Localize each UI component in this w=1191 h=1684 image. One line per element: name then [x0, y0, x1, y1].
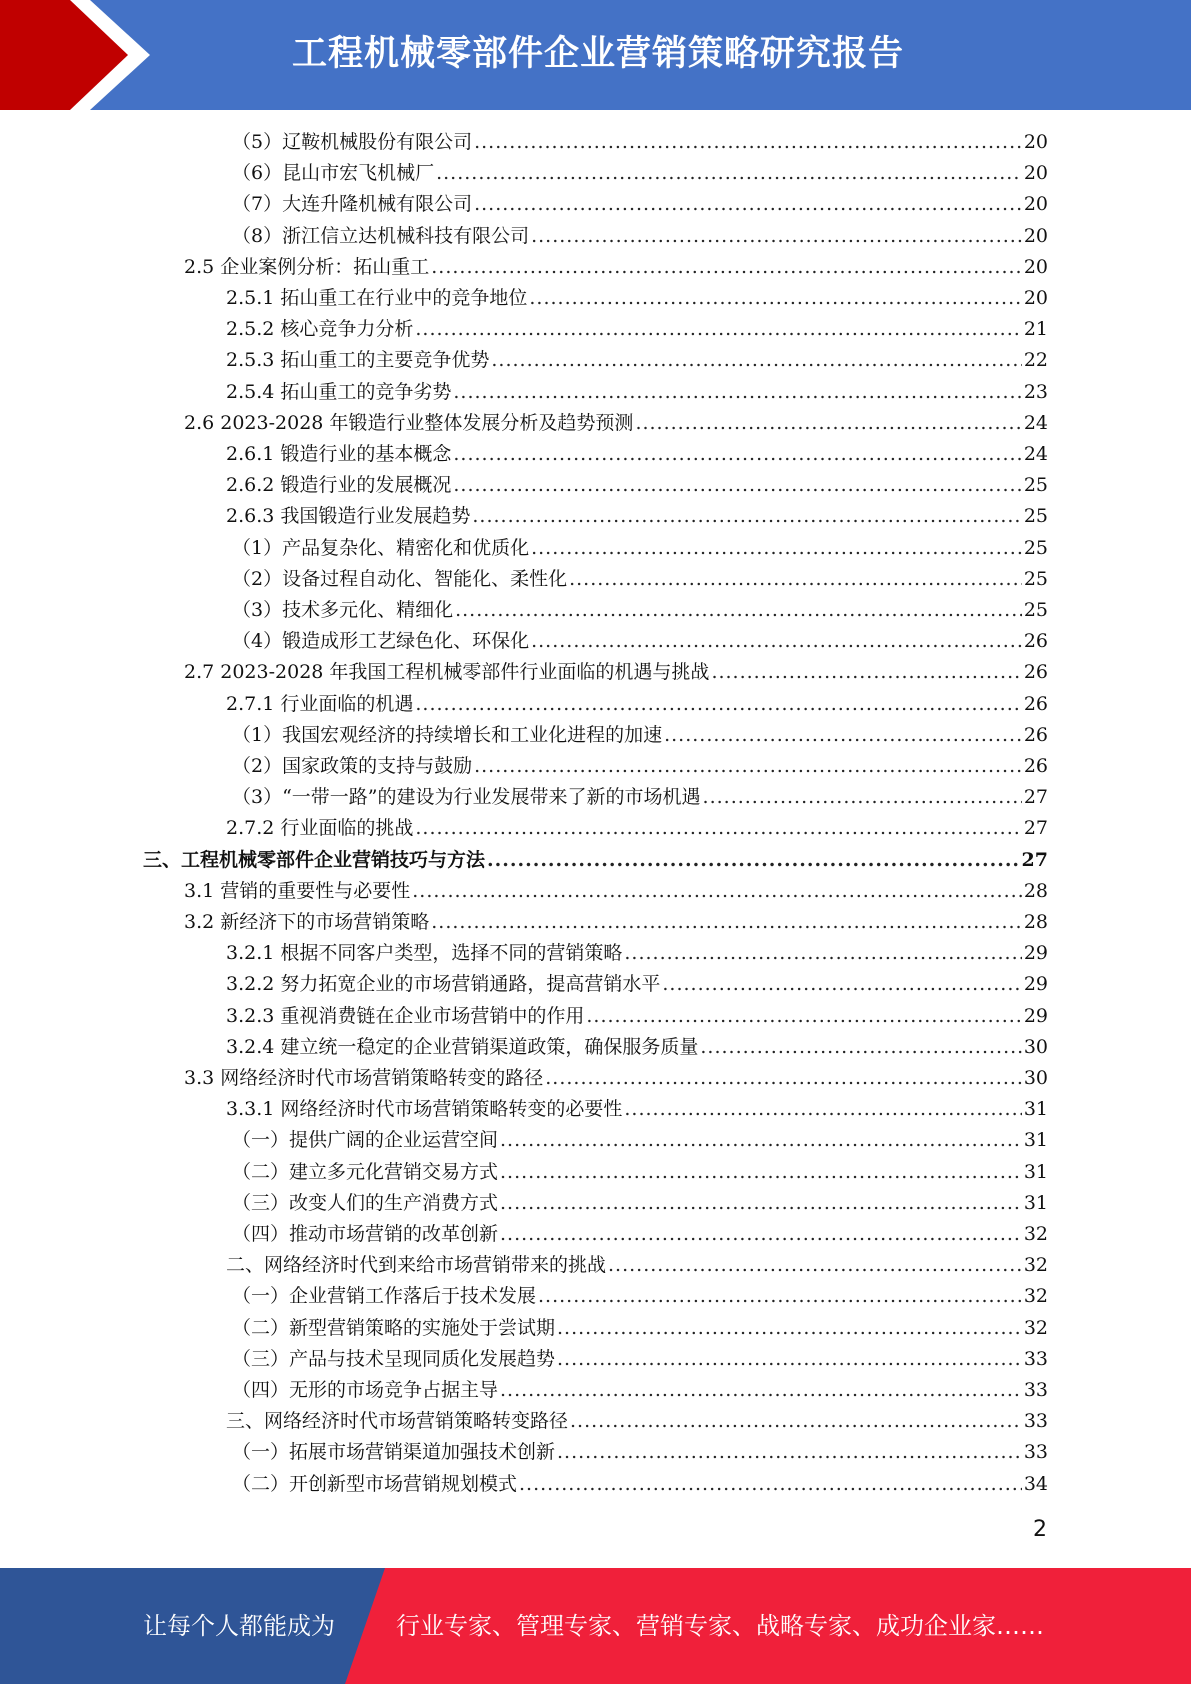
toc-entry[interactable]: [232, 595, 1048, 626]
toc-leader-dots: [711, 657, 1021, 688]
toc-leader-dots: [662, 969, 1021, 1000]
toc-leader-dots: [531, 626, 1022, 657]
toc-entry-page: 30: [1023, 1067, 1048, 1089]
toc-entry-page: 31: [1023, 1098, 1048, 1120]
toc-entry[interactable]: [232, 782, 1048, 813]
toc-entry[interactable]: [184, 876, 1048, 907]
toc-entry-title: （三）产品与技术呈现同质化发展趋势: [232, 1348, 556, 1370]
toc-entry-page: 33: [1023, 1441, 1048, 1463]
toc-entry-title: （1）产品复杂化、精密化和优质化: [232, 537, 530, 559]
page-number: 2: [1033, 1517, 1047, 1542]
toc-entry-page: 27: [1021, 849, 1048, 871]
toc-leader-dots: [700, 1032, 1021, 1063]
toc-entry-page: 25: [1023, 474, 1048, 496]
toc-entry[interactable]: [226, 1001, 1048, 1032]
toc-entry[interactable]: [232, 720, 1048, 751]
toc-entry-page: 32: [1023, 1317, 1048, 1339]
toc-entry-page: 20: [1023, 131, 1048, 153]
toc-entry-page: 33: [1023, 1410, 1048, 1432]
toc-entry[interactable]: [226, 1094, 1048, 1125]
toc-leader-dots: [531, 533, 1022, 564]
toc-entry[interactable]: [232, 1344, 1048, 1375]
toc-entry-title: 3.1 营销的重要性与必要性: [184, 880, 411, 902]
toc-entry-page: 26: [1023, 755, 1048, 777]
toc-entry-title: （7）大连升隆机械有限公司: [232, 193, 473, 215]
toc-entry-title: （一）提供广阔的企业运营空间: [232, 1129, 499, 1151]
toc-entry[interactable]: [226, 969, 1048, 1000]
toc-entry[interactable]: [226, 938, 1048, 969]
toc-entry-title: （四）无形的市场竞争占据主导: [232, 1379, 499, 1401]
toc-entry-page: 21: [1023, 318, 1048, 340]
toc-leader-dots: [557, 1313, 1022, 1344]
toc-entry-page: 25: [1023, 537, 1048, 559]
toc-leader-dots: [472, 501, 1021, 532]
toc-leader-dots: [453, 377, 1021, 408]
footer-slogan-right: 行业专家、管理专家、营销专家、战略专家、成功企业家……: [396, 1612, 1044, 1640]
toc-entry-page: 25: [1023, 568, 1048, 590]
toc-entry-title: 2.6.3 我国锻造行业发展趋势: [226, 505, 471, 527]
toc-entry[interactable]: [232, 1375, 1048, 1406]
toc-leader-dots: [455, 595, 1022, 626]
toc-entry-title: （3）技术多元化、精细化: [232, 599, 454, 621]
toc-entry-page: 20: [1023, 162, 1048, 184]
toc-entry[interactable]: [232, 221, 1048, 252]
toc-entry-page: 20: [1023, 225, 1048, 247]
toc-leader-dots: [529, 283, 1021, 314]
toc-entry[interactable]: [226, 283, 1048, 314]
toc-leader-dots: [569, 564, 1022, 595]
toc-entry[interactable]: [232, 1219, 1048, 1250]
toc-entry-page: 29: [1023, 973, 1048, 995]
toc-leader-dots: [557, 1437, 1022, 1468]
toc-entry-title: （二）新型营销策略的实施处于尝试期: [232, 1317, 556, 1339]
toc-entry-title: （二）开创新型市场营销规划模式: [232, 1473, 518, 1495]
toc-entry-title: （1）我国宏观经济的持续增长和工业化进程的加速: [232, 724, 663, 746]
toc-entry-title: 2.5.4 拓山重工的竞争劣势: [226, 381, 452, 403]
toc-entry-title: 2.5.1 拓山重工在行业中的竞争地位: [226, 287, 528, 309]
toc-entry-title: 三、网络经济时代市场营销策略转变路径: [226, 1410, 569, 1432]
toc-entry[interactable]: [226, 439, 1048, 470]
toc-entry[interactable]: [184, 408, 1048, 439]
toc-entry[interactable]: [226, 689, 1048, 720]
toc-entry[interactable]: [143, 845, 1048, 876]
toc-entry-page: 26: [1023, 661, 1048, 683]
toc-entry[interactable]: [226, 470, 1048, 501]
toc-entry-title: （2）设备过程自动化、智能化、柔性化: [232, 568, 568, 590]
toc-leader-dots: [519, 1469, 1022, 1500]
toc-entry[interactable]: [232, 1188, 1048, 1219]
toc-leader-dots: [474, 189, 1022, 220]
toc-entry-page: 23: [1023, 381, 1048, 403]
toc-entry-page: 33: [1023, 1348, 1048, 1370]
toc-entry-page: 28: [1023, 911, 1048, 933]
toc-leader-dots: [474, 751, 1022, 782]
toc-entry-title: 3.2 新经济下的市场营销策略: [184, 911, 430, 933]
toc-leader-dots: [500, 1188, 1022, 1219]
toc-entry-title: 3.2.1 根据不同客户类型，选择不同的营销策略: [226, 942, 623, 964]
toc-leader-dots: [415, 813, 1021, 844]
toc-entry[interactable]: [226, 1406, 1048, 1437]
toc-entry-title: （四）推动市场营销的改革创新: [232, 1223, 499, 1245]
toc-leader-dots: [431, 907, 1022, 938]
toc-leader-dots: [624, 1094, 1021, 1125]
toc-entry-title: （4）锻造成形工艺绿色化、环保化: [232, 630, 530, 652]
toc-leader-dots: [500, 1375, 1022, 1406]
toc-entry-page: 20: [1023, 287, 1048, 309]
toc-entry[interactable]: [232, 1437, 1048, 1468]
toc-entry-title: 2.6 2023-2028 年锻造行业整体发展分析及趋势预测: [184, 412, 634, 434]
toc-entry-title: 2.7.2 行业面临的挑战: [226, 817, 414, 839]
toc-leader-dots: [453, 470, 1021, 501]
toc-entry-page: 24: [1023, 443, 1048, 465]
toc-entry[interactable]: [226, 501, 1048, 532]
toc-entry-page: 24: [1023, 412, 1048, 434]
toc-entry[interactable]: [226, 1032, 1048, 1063]
toc-entry[interactable]: [226, 813, 1048, 844]
toc-entry-page: 26: [1023, 724, 1048, 746]
toc-entry-title: （一）企业营销工作落后于技术发展: [232, 1285, 537, 1307]
toc-entry-title: 3.3 网络经济时代市场营销策略转变的路径: [184, 1067, 544, 1089]
toc-entry-title: 2.6.2 锻造行业的发展概况: [226, 474, 452, 496]
toc-entry-title: 三、工程机械零部件企业营销技巧与方法: [143, 849, 486, 871]
toc-entry[interactable]: [184, 657, 1048, 688]
toc-entry-title: （5）辽鞍机械股份有限公司: [232, 131, 473, 153]
toc-entry-page: 29: [1023, 1005, 1048, 1027]
toc-leader-dots: [491, 345, 1021, 376]
toc-entry-page: 27: [1023, 817, 1048, 839]
toc-entry-title: （2）国家政策的支持与鼓励: [232, 755, 473, 777]
toc-entry-page: 32: [1023, 1223, 1048, 1245]
toc-entry[interactable]: [232, 189, 1048, 220]
page-header: [0, 0, 1191, 110]
toc-leader-dots: [453, 439, 1021, 470]
toc-entry-title: （8）浙江信立达机械科技有限公司: [232, 225, 530, 247]
toc-entry[interactable]: [232, 564, 1048, 595]
toc-entry[interactable]: [226, 1250, 1048, 1281]
toc-leader-dots: [436, 158, 1022, 189]
toc-entry-page: 32: [1023, 1254, 1048, 1276]
page-footer: [0, 1568, 1191, 1684]
footer-slogan-left: 让每个人都能成为: [143, 1612, 335, 1640]
toc-entry-title: 2.5.2 核心竞争力分析: [226, 318, 414, 340]
toc-entry[interactable]: [232, 533, 1048, 564]
toc-leader-dots: [415, 314, 1021, 345]
toc-entry[interactable]: [184, 1063, 1048, 1094]
toc-entry[interactable]: [232, 1281, 1048, 1312]
toc-entry-page: 32: [1023, 1285, 1048, 1307]
toc-entry-title: 2.5.3 拓山重工的主要竞争优势: [226, 349, 490, 371]
toc-entry-page: 30: [1023, 1036, 1048, 1058]
toc-leader-dots: [586, 1001, 1021, 1032]
toc-entry-page: 25: [1023, 505, 1048, 527]
toc-leader-dots: [538, 1281, 1022, 1312]
toc-leader-dots: [608, 1250, 1022, 1281]
toc-entry[interactable]: [232, 1157, 1048, 1188]
toc-entry-page: 25: [1023, 599, 1048, 621]
toc-entry[interactable]: [184, 252, 1048, 283]
toc-leader-dots: [500, 1157, 1022, 1188]
toc-leader-dots: [557, 1344, 1022, 1375]
toc-entry-title: 3.2.2 努力拓宽企业的市场营销通路，提高营销水平: [226, 973, 661, 995]
toc-entry-title: 3.2.3 重视消费链在企业市场营销中的作用: [226, 1005, 585, 1027]
toc-leader-dots: [431, 252, 1022, 283]
toc-entry[interactable]: [184, 907, 1048, 938]
toc-entry-title: 二、网络经济时代到来给市场营销带来的挑战: [226, 1254, 607, 1276]
toc-entry[interactable]: [232, 751, 1048, 782]
toc-entry-page: 26: [1023, 630, 1048, 652]
toc-entry[interactable]: [232, 158, 1048, 189]
toc-entry-title: 2.7 2023-2028 年我国工程机械零部件行业面临的机遇与挑战: [184, 661, 710, 683]
toc-entry-title: 3.3.1 网络经济时代市场营销策略转变的必要性: [226, 1098, 623, 1120]
toc-entry[interactable]: [226, 377, 1048, 408]
toc-entry[interactable]: [226, 314, 1048, 345]
toc-entry-page: 28: [1023, 880, 1048, 902]
report-title: 工程机械零部件企业营销策略研究报告: [292, 34, 905, 74]
toc-entry-page: 20: [1023, 256, 1048, 278]
toc-leader-dots: [570, 1406, 1022, 1437]
toc-leader-dots: [624, 938, 1021, 969]
toc-entry[interactable]: [232, 1469, 1048, 1500]
toc-leader-dots: [664, 720, 1022, 751]
toc-leader-dots: [500, 1219, 1022, 1250]
toc-leader-dots: [474, 127, 1022, 158]
toc-entry-page: 33: [1023, 1379, 1048, 1401]
toc-entry-page: 27: [1023, 786, 1048, 808]
toc-entry-page: 20: [1023, 193, 1048, 215]
toc-entry-title: 2.6.1 锻造行业的基本概念: [226, 443, 452, 465]
toc-entry[interactable]: [232, 127, 1048, 158]
toc-entry-page: 31: [1023, 1161, 1048, 1183]
toc-leader-dots: [545, 1063, 1022, 1094]
toc-entry-title: （三）改变人们的生产消费方式: [232, 1192, 499, 1214]
toc-entry-page: 31: [1023, 1129, 1048, 1151]
toc-entry-title: （3）“一带一路”的建设为行业发展带来了新的市场机遇: [232, 786, 701, 808]
toc-leader-dots: [531, 221, 1022, 252]
toc-entry-page: 22: [1023, 349, 1048, 371]
toc-entry-title: （二）建立多元化营销交易方式: [232, 1161, 499, 1183]
toc-entry-page: 26: [1023, 693, 1048, 715]
toc-entry-page: 29: [1023, 942, 1048, 964]
toc-leader-dots: [635, 408, 1021, 439]
toc-entry-title: （6）昆山市宏飞机械厂: [232, 162, 435, 184]
toc-entry-title: 3.2.4 建立统一稳定的企业营销渠道政策，确保服务质量: [226, 1036, 699, 1058]
toc-entry[interactable]: [226, 345, 1048, 376]
toc-entry[interactable]: [232, 626, 1048, 657]
toc-entry-page: 34: [1023, 1473, 1048, 1495]
toc-leader-dots: [412, 876, 1022, 907]
toc-entry-title: （一）拓展市场营销渠道加强技术创新: [232, 1441, 556, 1463]
toc-entry-title: 2.5 企业案例分析：拓山重工: [184, 256, 430, 278]
toc-entry[interactable]: [232, 1125, 1048, 1156]
toc-leader-dots: [415, 689, 1021, 720]
toc-entry-page: 31: [1023, 1192, 1048, 1214]
toc-entry[interactable]: [232, 1313, 1048, 1344]
toc-entry-title: 2.7.1 行业面临的机遇: [226, 693, 414, 715]
toc-leader-dots: [500, 1125, 1022, 1156]
toc-leader-dots: [487, 845, 1020, 876]
toc-leader-dots: [703, 782, 1022, 813]
